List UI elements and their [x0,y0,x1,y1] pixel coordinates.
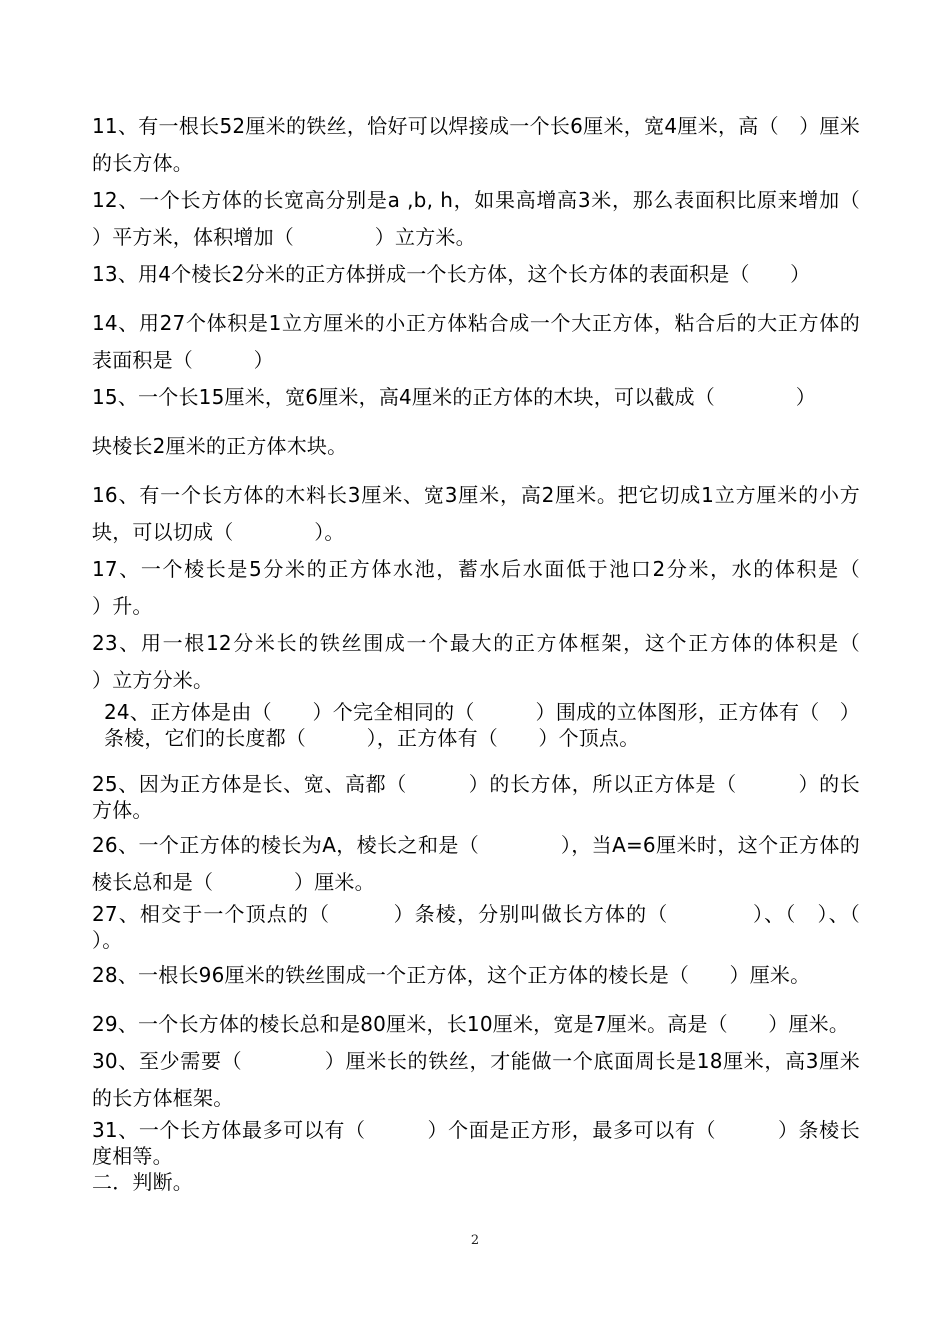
question-30: 30、至少需要（ ）厘米长的铁丝，才能做一个底面周长是18厘米，高3厘米的长方体框架。 [92,1049,860,1110]
question-15-line-2: 块棱长2厘米的正方体木块。 [92,434,348,458]
question-24: 24、正方体是由（ ）个完全相同的（ ）围成的立体图形，正方体有（ ）条棱，它们的长度都（ ），正方体有（ ）个顶点。 [104,700,860,750]
question-28: 28、一根长96厘米的铁丝围成一个正方体，这个正方体的棱长是（ ）厘米。 [92,963,811,987]
question-26: 26、一个正方体的棱长为A，棱长之和是（ ），当A=6厘米时，这个正方体的棱长总和是（ ）厘米。 [92,833,860,894]
question-25: 25、因为正方体是长、宽、高都（ ）的长方体，所以正方体是（ ）的长方体。 [92,772,860,822]
question-15-line-1: 15、一个长15厘米，宽6厘米，高4厘米的正方体的木块，可以截成（ ） [92,385,816,409]
question-27: 27、相交于一个顶点的（ ）条棱，分别叫做长方体的（ ）、（ ）、（ ）。 [92,902,941,952]
section-heading-judgment: 二．判断。 [92,1170,193,1194]
question-12: 12、一个长方体的长宽高分别是a ,b, h，如果高增高3米，那么表面积比原来增加（ ）平方米，体积增加（ ）立方米。 [92,188,921,249]
question-list [92,108,941,1195]
question-11: 11、有一根长52厘米的铁丝，恰好可以焊接成一个长6厘米，宽4厘米，高（ ）厘米的长方体。 [92,114,860,175]
question-17: 17、一个棱长是5分米的正方体水池，蓄水后水面低于池口2分米，水的体积是（ ）升。 [92,557,941,618]
question-23: 23、用一根12分米长的铁丝围成一个最大的正方体框架，这个正方体的体积是（ ）立方分米。 [92,631,941,692]
question-14: 14、用27个体积是1立方厘米的小正方体粘合成一个大正方体，粘合后的大正方体的表面积是（ ） [92,311,860,372]
question-29: 29、一个长方体的棱长总和是80厘米，长10厘米，宽是7厘米。高是（ ）厘米。 [92,1012,850,1036]
question-16: 16、有一个长方体的木料长3厘米、宽3厘米，高2厘米。把它切成1立方厘米的小方块，可以切成（ ）。 [92,483,860,544]
question-13: 13、用4个棱长2分米的正方体拼成一个长方体，这个长方体的表面积是（ ） [92,262,811,286]
page-number: 2 [470,1233,480,1248]
question-31: 31、一个长方体最多可以有（ ）个面是正方形，最多可以有（ ）条棱长度相等。 [92,1118,860,1168]
